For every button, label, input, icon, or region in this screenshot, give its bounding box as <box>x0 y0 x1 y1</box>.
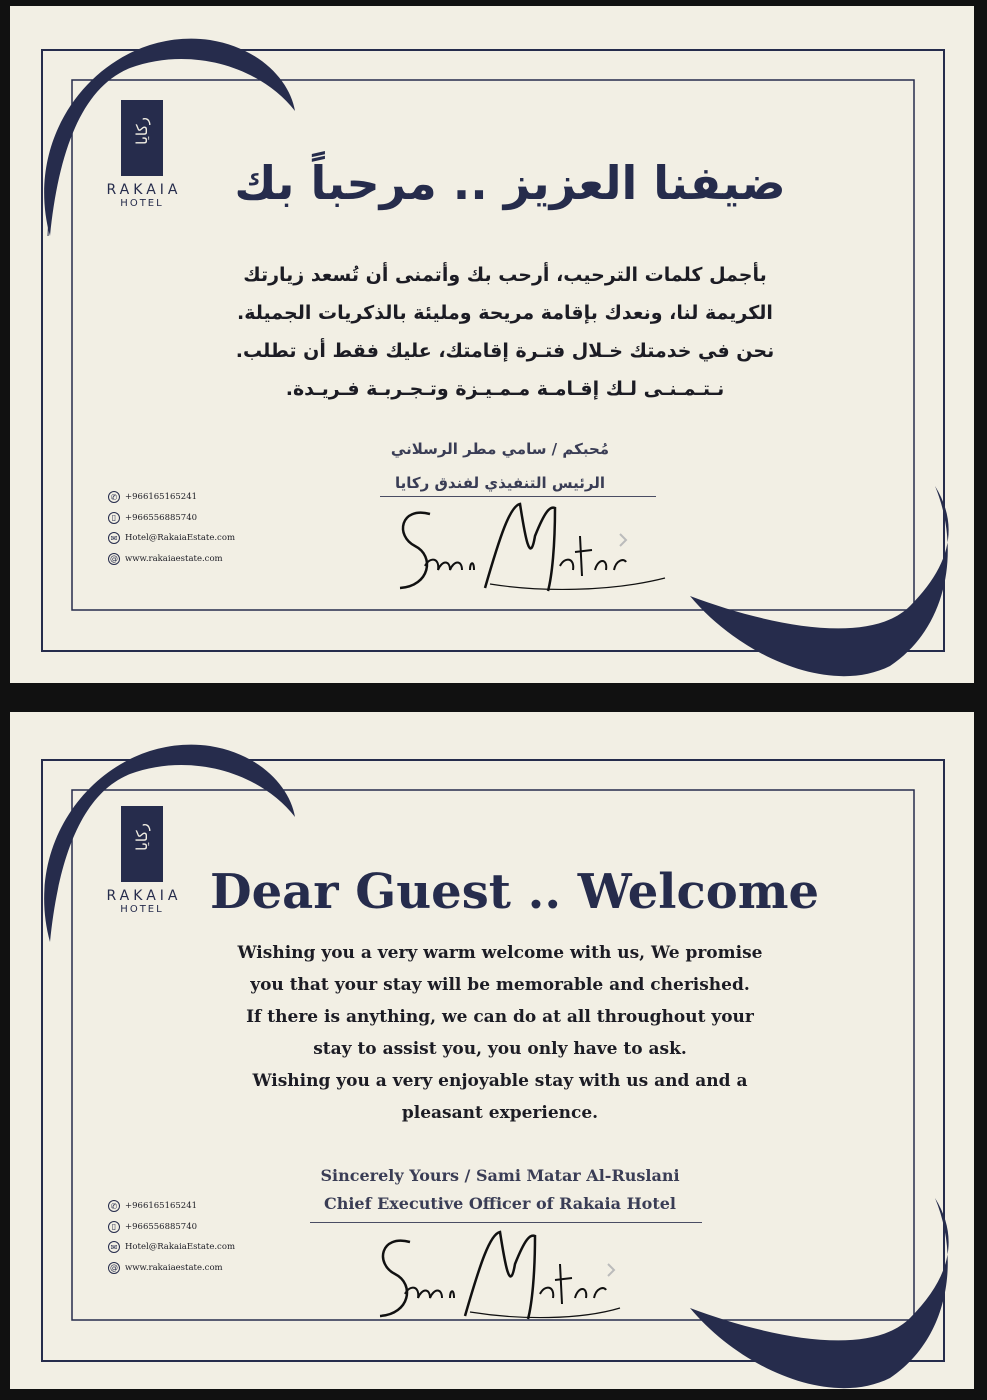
logo-mark-icon <box>121 100 163 176</box>
logo-arabic-text: ركايا <box>133 823 151 851</box>
contact-text[interactable]: www.rakaiaestate.com <box>125 1262 223 1273</box>
logo-name: RAKAIA <box>106 182 182 198</box>
contact-list <box>108 1196 235 1278</box>
hotel-logo <box>94 806 190 915</box>
logo-mark-icon <box>121 806 163 882</box>
contact-text[interactable]: +966556885740 <box>125 1221 198 1232</box>
message-line: الكريمة لنا، ونعدك بإقامة مريحة ومليئة بالذكريات الجميلة. <box>237 302 773 324</box>
logo-arabic-text: ركايا <box>133 117 151 145</box>
message-line: stay to assist you, you only have to ask. <box>313 1039 687 1059</box>
contact-list <box>108 487 235 569</box>
contact-text[interactable]: +966556885740 <box>125 512 198 523</box>
contact-text[interactable]: Hotel@RakaiaEstate.com <box>125 533 235 544</box>
logo-subtitle: HOTEL <box>120 904 164 915</box>
contact-phone <box>108 1196 235 1217</box>
welcome-message <box>210 256 800 408</box>
message-line: you that your stay will be memorable and cherished. <box>250 975 750 995</box>
signoff-name: مُحبكم / سامي مطر الرسلاني <box>390 440 610 458</box>
phone-icon: ✆ <box>108 491 120 503</box>
contact-website <box>108 549 235 570</box>
arabic-welcome-card <box>10 6 974 683</box>
message-line: pleasant experience. <box>401 1103 599 1123</box>
logo-subtitle: HOTEL <box>120 198 164 209</box>
signature-image <box>370 496 670 596</box>
signoff-block <box>290 1162 710 1218</box>
signature-divider <box>310 1222 702 1223</box>
contact-text[interactable]: +966165165241 <box>125 1201 198 1212</box>
mobile-icon: ▯ <box>108 1221 120 1233</box>
english-welcome-card <box>10 712 974 1389</box>
message-line: Wishing you a very warm welcome with us, We promise <box>237 943 763 963</box>
signoff-title: Chief Executive Officer of Rakaia Hotel <box>323 1194 676 1213</box>
message-line: If there is anything, we can do at all throughout your <box>246 1007 754 1027</box>
contact-phone <box>108 487 235 508</box>
welcome-message <box>210 937 790 1129</box>
signature-image <box>370 1224 670 1324</box>
card-title: ضيفنا العزيز .. مرحباً بك <box>234 156 786 210</box>
signoff-block <box>310 432 690 500</box>
logo-name: RAKAIA <box>106 888 182 904</box>
web-icon: @ <box>110 554 118 564</box>
card-title: Dear Guest .. Welcome <box>210 864 820 920</box>
contact-email <box>108 528 235 549</box>
contact-text[interactable]: Hotel@RakaiaEstate.com <box>125 1242 235 1253</box>
web-icon: @ <box>110 1263 118 1273</box>
message-line: نحن في خدمتك خـلال فتـرة إقامتك، عليك فقط أن تطلب. <box>235 340 775 362</box>
contact-website <box>108 1258 235 1279</box>
contact-email <box>108 1237 235 1258</box>
mail-icon: ✉ <box>108 532 120 544</box>
message-line: Wishing you a very enjoyable stay with us and and a <box>252 1071 748 1091</box>
mobile-icon: ▯ <box>108 512 120 524</box>
contact-text[interactable]: www.rakaiaestate.com <box>125 553 223 564</box>
message-line: نـتـمـنـى لـك إقـامـة مـمـيـزة وتـجـربـة فـريـدة. <box>285 378 725 400</box>
signoff-name: Sincerely Yours / Sami Matar Al-Ruslani <box>320 1166 680 1185</box>
phone-icon: ✆ <box>108 1200 120 1212</box>
hotel-logo <box>94 100 190 209</box>
mail-icon: ✉ <box>108 1241 120 1253</box>
message-line: بأجمل كلمات الترحيب، أرحب بك وأتمنى أن تُسعد زيارتك <box>243 264 767 286</box>
contact-mobile <box>108 1217 235 1238</box>
contact-mobile <box>108 508 235 529</box>
contact-text[interactable]: +966165165241 <box>125 492 198 503</box>
signoff-title: الرئيس التنفيذي لفندق ركايا <box>395 474 605 492</box>
